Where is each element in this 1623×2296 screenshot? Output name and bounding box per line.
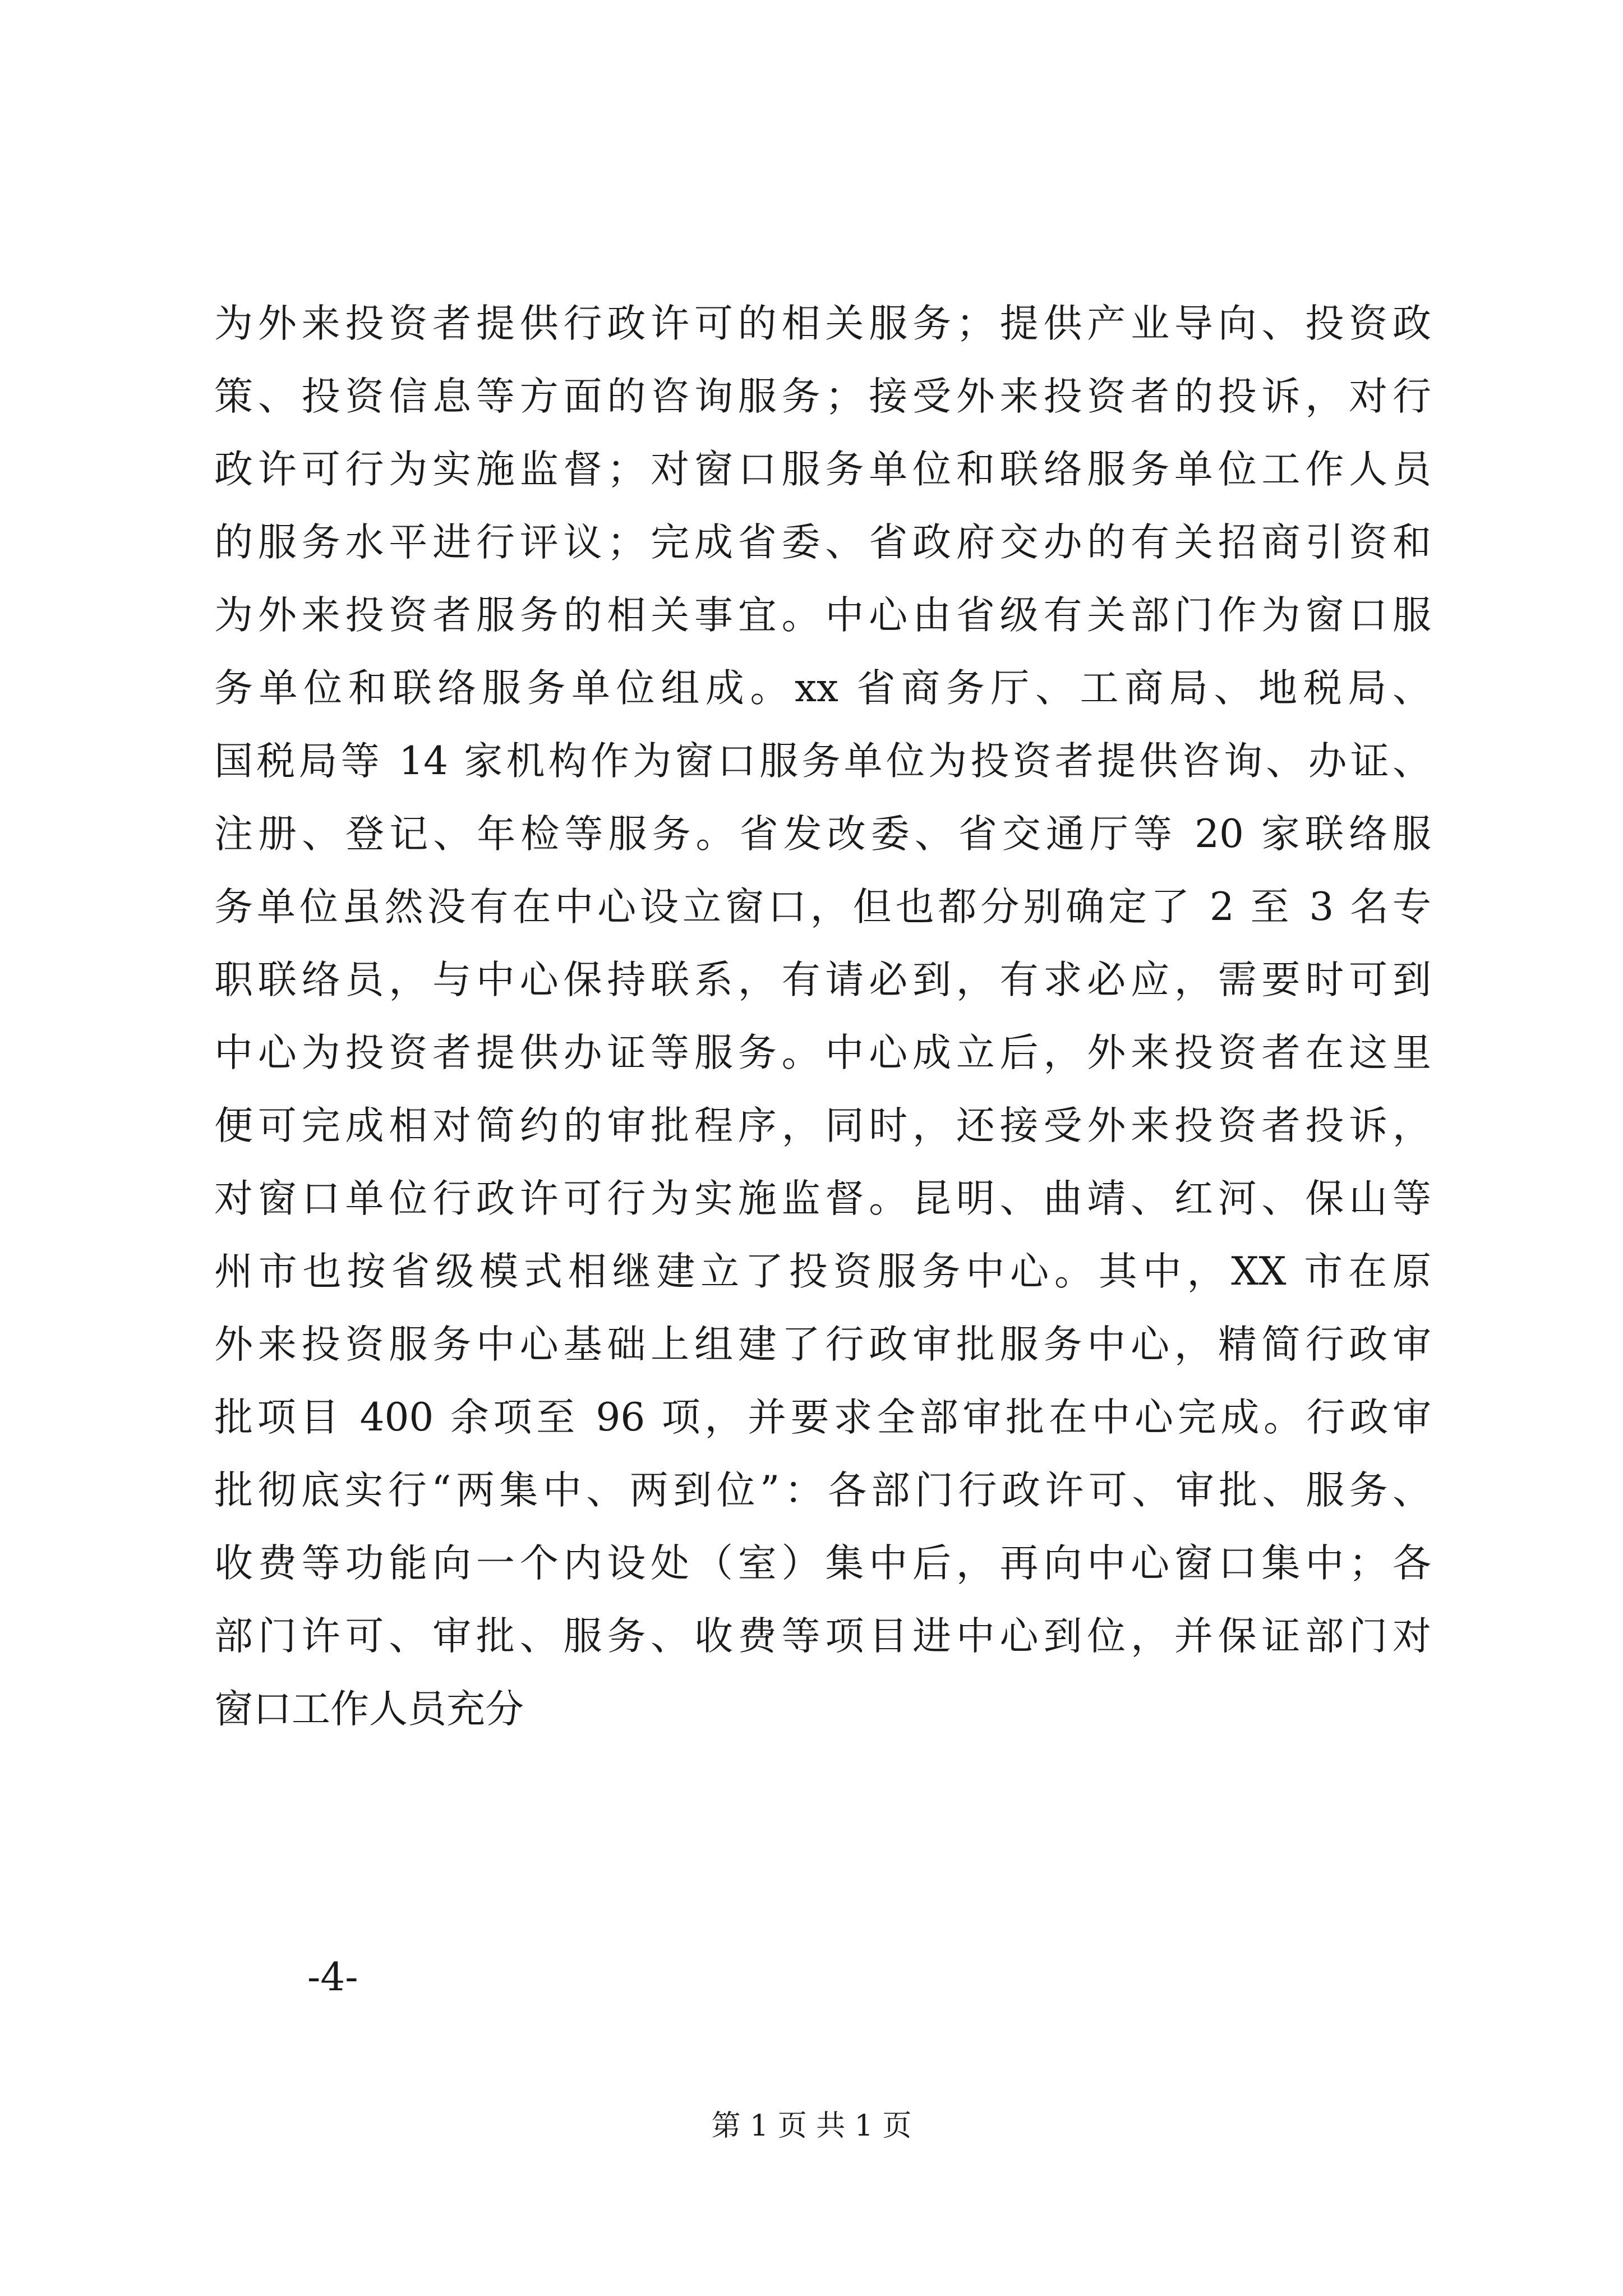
- body-line-20: 窗口工作人员充分: [214, 1687, 524, 1732]
- body-line-14: 州市也按省级模式相继建立了投资服务中心。其中，XX 市在原: [214, 1249, 1431, 1294]
- page-marker: -4-: [307, 1955, 358, 2000]
- body-text: [214, 287, 1431, 1746]
- body-line-9: 务单位虽然没有在中心设立窗口，但也都分别确定了 2 至 3 名专: [214, 885, 1431, 930]
- page-footer: 第 1 页 共 1 页: [711, 2109, 912, 2143]
- body-line-15: 外来投资服务中心基础上组建了行政审批服务中心，精简行政审: [214, 1322, 1431, 1367]
- body-line-1: 为外来投资者提供行政许可的相关服务；提供产业导向、投资政: [214, 301, 1431, 346]
- body-line-6: 务单位和联络服务单位组成。xx 省商务厅、工商局、地税局、: [214, 666, 1431, 711]
- body-line-4: 的服务水平进行评议；完成省委、省政府交办的有关招商引资和: [214, 520, 1431, 565]
- body-line-2: 策、投资信息等方面的咨询服务；接受外来投资者的投诉，对行: [214, 374, 1431, 419]
- body-line-13: 对窗口单位行政许可行为实施监督。昆明、曲靖、红河、保山等: [214, 1176, 1431, 1221]
- body-line-12: 便可完成相对简约的审批程序，同时，还接受外来投资者投诉，: [214, 1103, 1431, 1148]
- body-line-16: 批项目 400 余项至 96 项，并要求全部审批在中心完成。行政审: [214, 1395, 1431, 1440]
- body-line-7: 国税局等 14 家机构作为窗口服务单位为投资者提供咨询、办证、: [214, 739, 1431, 784]
- body-line-10: 职联络员，与中心保持联系，有请必到，有求必应，需要时可到: [214, 958, 1431, 1002]
- body-line-8: 注册、登记、年检等服务。省发改委、省交通厅等 20 家联络服: [214, 812, 1431, 857]
- body-line-11: 中心为投资者提供办证等服务。中心成立后，外来投资者在这里: [214, 1030, 1431, 1075]
- body-line-3: 政许可行为实施监督；对窗口服务单位和联络服务单位工作人员: [214, 447, 1431, 492]
- body-line-19: 部门许可、审批、服务、收费等项目进中心到位，并保证部门对: [214, 1614, 1431, 1659]
- body-line-5: 为外来投资者服务的相关事宜。中心由省级有关部门作为窗口服: [214, 593, 1431, 638]
- body-line-18: 收费等功能向一个内设处（室）集中后，再向中心窗口集中；各: [214, 1541, 1431, 1586]
- body-line-17: 批彻底实行“两集中、两到位”：各部门行政许可、审批、服务、: [214, 1468, 1431, 1513]
